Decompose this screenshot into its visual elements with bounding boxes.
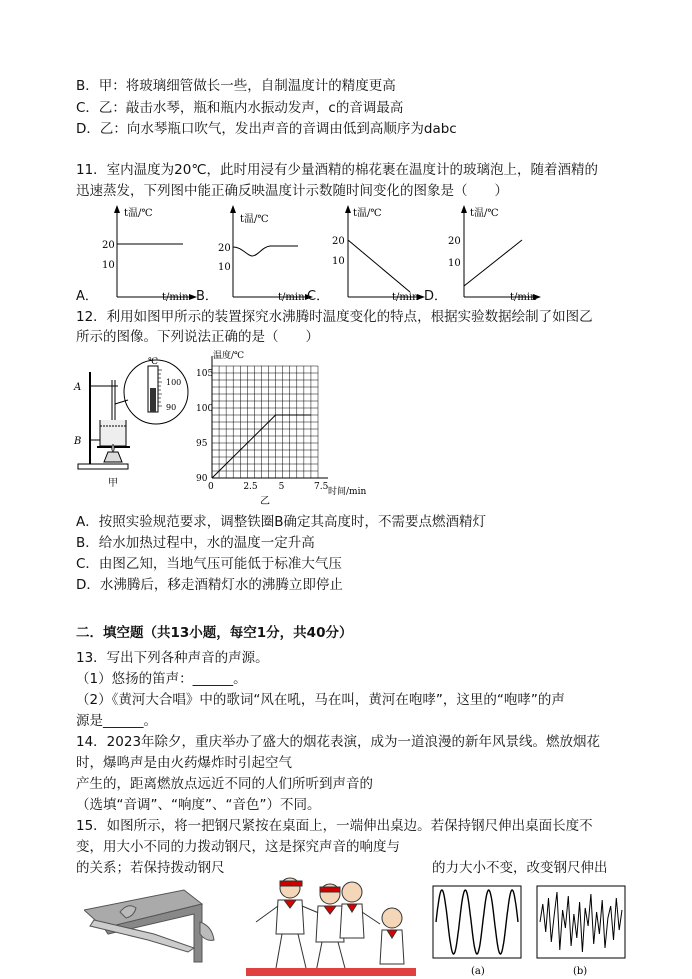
y-tick-label: 95 <box>196 439 208 449</box>
q11-graph-c-tick10: 10 <box>332 256 345 267</box>
q11-graph-c-ylabel: t温/℃ <box>353 208 382 219</box>
x-tick-label: 2.5 <box>243 482 258 492</box>
q13-stem: 13．写出下列各种声音的声源。 <box>76 650 269 666</box>
apparatus-unit: ℃ <box>148 357 159 367</box>
q11-graph-d-ylabel: t温/℃ <box>470 208 499 219</box>
q11-graph-d-xlabel: t/min <box>510 292 537 303</box>
chart-y-label: 温度/℃ <box>213 351 245 361</box>
x-tick-label: 0 <box>208 482 214 492</box>
q11-option-a-label: A． <box>76 289 98 304</box>
q11-graph-b-curve <box>233 246 298 256</box>
q11-graph-c-tick20: 20 <box>332 236 345 247</box>
q11-graph-c-xlabel: t/min <box>392 292 419 303</box>
q15-ruler-figure <box>84 882 224 972</box>
q11-graph-d-tick10: 10 <box>448 258 461 269</box>
q14-line-4: （选填“音调”、“响度”、“音色”）不同。 <box>76 797 321 813</box>
q12-stem-line2: 所示的图像。下列说法正确的是（ ） <box>76 329 319 345</box>
q11-graph-b-tick10: 10 <box>218 262 231 273</box>
q12-option-b: B．给水加热过程中，水的温度一定升高 <box>76 535 315 551</box>
waveform-b <box>537 886 625 977</box>
chart-caption: 乙 <box>260 496 270 507</box>
chart-axes <box>212 356 328 478</box>
q15-waveforms <box>430 882 640 979</box>
q11-graph-c <box>332 205 425 303</box>
q12-apparatus-figure <box>70 352 200 492</box>
q13-item-2b: 源是______。 <box>76 713 157 729</box>
q15-line-3b: 的力大小不变，改变钢尺伸出 <box>432 860 608 876</box>
apparatus-scale-100: 100 <box>166 378 182 387</box>
waveform-a-label: (a) <box>471 966 485 977</box>
q11-graph-d-tick20: 20 <box>448 236 461 247</box>
q11-graph-a-tick20: 20 <box>102 240 115 251</box>
q11-graph-a-ylabel: t温/℃ <box>124 208 153 219</box>
q15-line-1: 15．如图所示，将一把钢尺紧按在桌面上，一端伸出桌边。若保持钢尺伸出桌面长度不 <box>76 818 593 834</box>
q12-option-d: D．水沸腾后，移走酒精灯水的沸腾立即停止 <box>76 577 343 593</box>
apparatus-scale-90: 90 <box>166 403 177 412</box>
chart-x-label: 时间/min <box>328 487 367 497</box>
apparatus-caption: 甲 <box>108 478 118 489</box>
q10-option-d: D．乙：向水琴瓶口吹气，发出声音的音调由低到高顺序为dabc <box>76 121 457 137</box>
q11-graph-a-xlabel: t/min <box>162 292 189 303</box>
q15-children-figure <box>246 872 416 976</box>
q12-option-a: A．按照实验规范要求，调整铁圈B确定其高度时，不需要点燃酒精灯 <box>76 514 486 530</box>
q11-graphs <box>0 0 692 310</box>
x-tick-label: 7.5 <box>314 482 329 492</box>
q12-stem-line1: 12．利用如图甲所示的装置探究水沸腾时温度变化的特点，根据实验数据绘制了如图乙 <box>76 309 593 325</box>
x-tick-label: 5 <box>278 482 285 492</box>
q10-option-c: C．乙：敲击水琴，瓶和瓶内水振动发声，c的音调最高 <box>76 100 404 116</box>
q14-line-3: 产生的，距离燃放点远近不同的人们所听到声音的 <box>76 776 373 792</box>
q13-item-2: （2）《黄河大合唱》中的歌词“风在吼，马在叫，黄河在咆哮”，这里的“咆哮”的声 <box>76 692 565 708</box>
q14-line-1: 14．2023年除夕，重庆举办了盛大的烟花表演，成为一道浪漫的新年风景线。燃放烟花 <box>76 734 601 750</box>
q11-graph-a-tick10: 10 <box>102 260 115 271</box>
q11-stem-line1: 11．室内温度为20℃，此时用浸有少量酒精的棉花裹在温度计的玻璃泡上，随着酒精的 <box>76 162 599 178</box>
q11-graph-c-curve <box>348 240 410 292</box>
apparatus-label-b: B <box>74 436 82 447</box>
section2-heading: 二．填空题（共13小题，每空1分，共40分） <box>76 625 353 641</box>
q11-graph-a <box>102 205 197 303</box>
q11-graph-b <box>218 205 313 303</box>
waveform-a <box>433 886 521 977</box>
apparatus-label-a: A <box>74 382 82 393</box>
chart-grid <box>212 366 318 478</box>
q10-option-b: B．甲：将玻璃细管做长一些，自制温度计的精度更高 <box>76 78 396 94</box>
q11-graph-d-curve <box>464 240 522 286</box>
q11-graph-b-ylabel: t温/℃ <box>240 214 269 225</box>
q14-line-2: 时，爆鸣声是由火药爆炸时引起空气 <box>76 755 292 771</box>
q11-option-d-label: D． <box>424 289 448 304</box>
q15-line-3a: 的关系；若保持拨动钢尺 <box>76 860 225 876</box>
q11-stem-line2: 迅速蒸发，下列图中能正确反映温度计示数随时间变化的图象是（ ） <box>76 183 508 199</box>
q11-graph-d <box>448 205 541 303</box>
q11-option-b-label: B． <box>196 289 218 304</box>
q12-temperature-chart <box>190 348 380 508</box>
q12-option-c: C．由图乙知，当地气压可能低于标准大气压 <box>76 556 342 572</box>
y-tick-label: 90 <box>196 474 208 484</box>
waveform-b-label: (b) <box>573 966 588 977</box>
y-tick-label: 100 <box>196 404 214 414</box>
q15-line-2: 变，用大小不同的力拨动钢尺，这是探究声音的响度与 <box>76 839 400 855</box>
q11-option-c-label: C． <box>307 289 330 304</box>
q11-graph-b-tick20: 20 <box>218 243 231 254</box>
y-tick-label: 105 <box>196 369 214 379</box>
q13-item-1: （1）悠扬的笛声：______。 <box>76 671 247 687</box>
q11-graph-b-xlabel: t/min <box>278 292 305 303</box>
